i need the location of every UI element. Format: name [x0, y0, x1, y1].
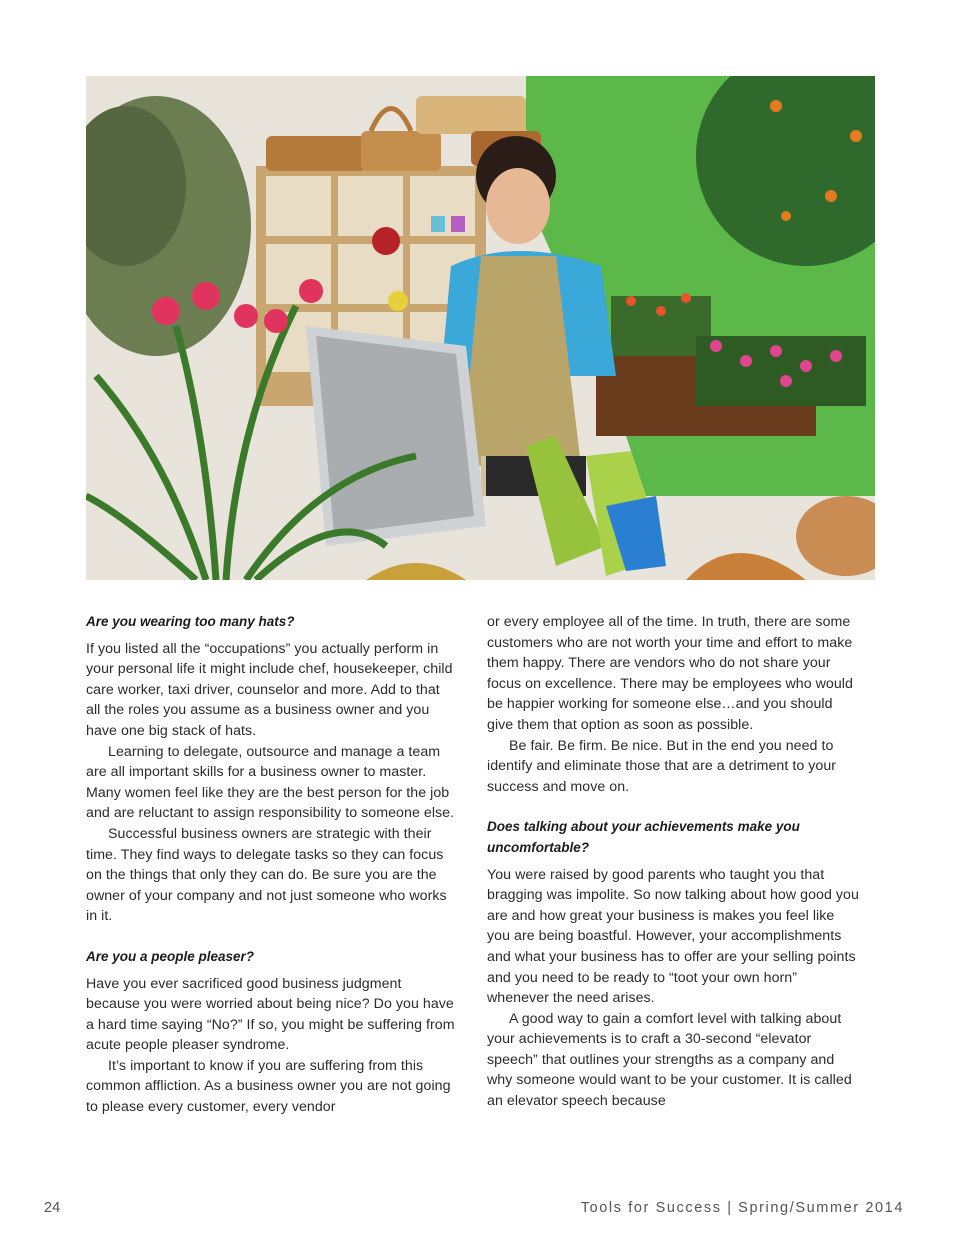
- paragraph-affliction: It’s important to know if you are suffering from this common affliction. As a business owner you are not going to please every customer, every vendor: [86, 1057, 451, 1116]
- shop-photo: [86, 76, 875, 580]
- page-footer: [0, 1200, 960, 1220]
- paragraph-strategic: Successful business owners are strategic with their time. They find ways to delegate tasks so they can focus on the things that only they can do. Be sure you are the owner of your company and not just someone who works in it.: [86, 825, 447, 925]
- publication-title: Tools for Success | Spring/Summer 2014: [580, 1200, 904, 1216]
- paragraph-be-fair: Be fair. Be firm. Be nice. But in the end you need to identify and eliminate those that are a detriment to your success and move on.: [487, 737, 837, 795]
- photo-illustration: [86, 76, 875, 580]
- paragraph-sacrificed: Have you ever sacrificed good business judgment because you were worried about being nice? Do you have a hard time saying “No?” If so, you might be suffering from acute people pleaser syndrome.: [86, 975, 455, 1054]
- heading-people-pleaser: Are you a people pleaser?: [86, 948, 255, 964]
- heading-too-many-hats: Are you wearing too many hats?: [86, 614, 295, 629]
- paragraph-good-parents: You were raised by good parents who taught you that bragging was impolite. So now talking about how good you are and how great your business is makes you feel like you are being boastful. However, your accomplishments and what your business has to offer are your selling points and you need to be ready to “toot your own horn” whenever the need arises.: [487, 866, 859, 1007]
- page-number: 24: [44, 1200, 61, 1216]
- paragraph-delegate: Learning to delegate, outsource and manage a team are all important skills for a business owner to master. Many women feel like they are the best person for the job and are reluctant to assign responsibility to someone else.: [86, 743, 455, 822]
- paragraph-every-employee: or every employee all of the time. In truth, there are some customers who are not worth your time and effort to make them happy. There are vendors who do not share your focus on excellence. There may be employees who would be happier working for someone else…and you should give them that option as soon as possible.: [487, 614, 853, 733]
- paragraph-elevator-speech: A good way to gain a comfort level with talking about your achievements is to craft a 30-second “elevator speech” that outlines your strengths as a company and why someone would want to be your customer. It is called an elevator speech because: [487, 1010, 852, 1110]
- right-column: [487, 612, 859, 1112]
- paragraph-occupations: If you listed all the “occupations” you actually perform in your personal life it might include chef, housekeeper, child care worker, taxi driver, counselor and more. Add to that all the roles you assume as a business owner and you have one big stack of hats.: [86, 640, 453, 739]
- left-column: [86, 612, 458, 1118]
- heading-achievements: Does talking about your achievements make you uncomfortable?: [487, 819, 800, 855]
